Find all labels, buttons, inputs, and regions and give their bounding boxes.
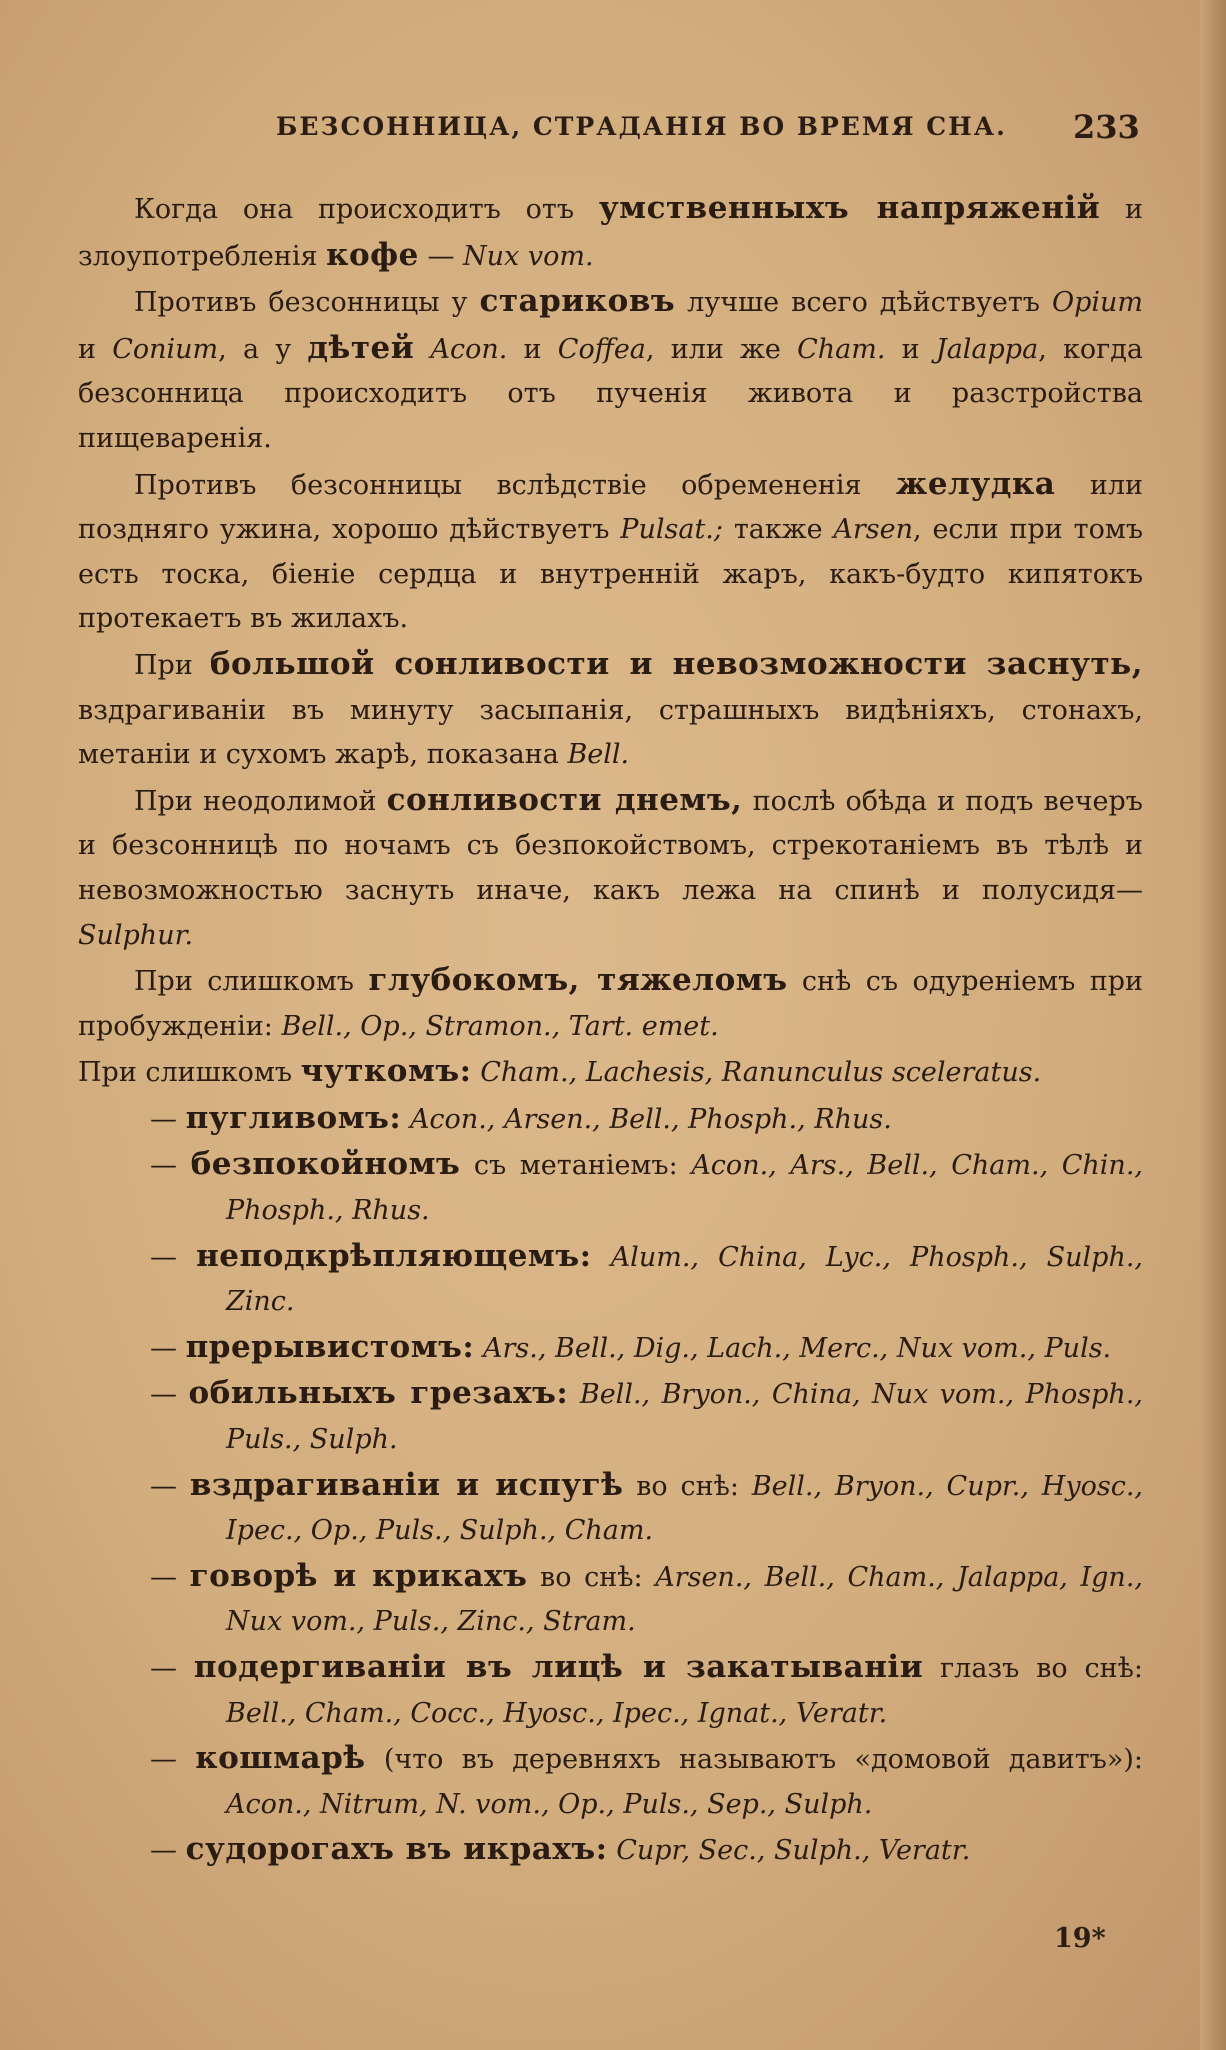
text-run: , если при томъ есть тоска, біеніе сердца и внутренній жаръ, какъ-будто кипятокъ протекаетъ въ жилахъ. bbox=[78, 514, 1144, 635]
emphasis-text: вздрагиваніи и испугѣ bbox=[189, 1466, 624, 1503]
remedy-names: Ars., Bell., Dig., Lach., Merc., Nux vom., Puls. bbox=[482, 1332, 1112, 1364]
paragraph bbox=[78, 462, 1143, 642]
text-run: и bbox=[885, 333, 936, 365]
text-run: и bbox=[78, 333, 113, 365]
text-run: съ метаніемъ: bbox=[460, 1150, 692, 1182]
remedy-names: Arsen., Bell., Cham., Jalappa, Ign., Nux vom., Puls., Zinc., Stram. bbox=[226, 1561, 1143, 1638]
remedy-names: Cham., Lachesis, Ranunculus sceleratus. bbox=[480, 1057, 1042, 1089]
remedy-names: Acon., Nitrum, N. vom., Op., Puls., Sep., Sulph. bbox=[226, 1788, 873, 1820]
symptom-entry bbox=[78, 1142, 1143, 1233]
text-run: во снѣ: bbox=[527, 1561, 656, 1593]
emphasis-text: безпокойномъ bbox=[190, 1146, 461, 1183]
symptom-entry bbox=[78, 1371, 1143, 1462]
emphasis-text: кошмарѣ bbox=[195, 1740, 366, 1777]
text-run: — bbox=[150, 1332, 186, 1364]
text-run: — bbox=[150, 1470, 190, 1502]
text-body bbox=[78, 186, 1143, 1874]
remedy-names: Acon., Arsen., Bell., Phosph., Rhus. bbox=[409, 1103, 892, 1135]
emphasis-text: подергиваніи въ лицѣ и закатываніи bbox=[193, 1649, 924, 1685]
signature-mark: 19* bbox=[1054, 1923, 1106, 1954]
remedy-names: Opium bbox=[1051, 287, 1143, 319]
text-run bbox=[608, 1835, 617, 1866]
text-run bbox=[474, 1333, 483, 1364]
text-run: и bbox=[507, 333, 558, 365]
emphasis-text: говорѣ и крикахъ bbox=[189, 1557, 528, 1594]
remedy-names: Conium bbox=[112, 333, 219, 365]
text-run: При bbox=[134, 649, 210, 681]
text-run bbox=[401, 1104, 410, 1135]
text-run: — bbox=[150, 1653, 194, 1684]
text-run: глазъ во снѣ: bbox=[923, 1653, 1143, 1684]
emphasis-text: неподкрѣпляющемъ: bbox=[196, 1237, 592, 1274]
paragraph bbox=[78, 1049, 1143, 1096]
remedy-names: Acon. bbox=[430, 333, 508, 365]
text-run: снѣ съ одуреніемъ при пробужденіи: bbox=[78, 966, 1143, 1042]
emphasis-text: большой сонливости и невозможности заснуть, bbox=[209, 645, 1143, 682]
running-header bbox=[0, 108, 1226, 148]
text-run: лучше всего дѣйствуетъ bbox=[675, 287, 1052, 319]
remedy-names: Bell., Op., Stramon., Tart. emet. bbox=[281, 1010, 719, 1042]
emphasis-text: пугливомъ: bbox=[185, 1099, 402, 1136]
text-run: — bbox=[150, 1103, 186, 1135]
emphasis-text: кофе bbox=[326, 236, 419, 273]
remedy-names: Pulsat.; bbox=[620, 514, 723, 546]
paragraph bbox=[78, 186, 1143, 279]
emphasis-text: сонливости днемъ, bbox=[386, 781, 743, 818]
remedy-names: Alum., China, Lyc., Phosph., Sulph., Zinc. bbox=[226, 1241, 1143, 1318]
symptom-entry bbox=[78, 1645, 1143, 1736]
paragraph bbox=[78, 778, 1143, 958]
remedy-names: Arsen bbox=[833, 514, 914, 546]
emphasis-text: стариковъ bbox=[479, 283, 676, 320]
text-run: Противъ безсонницы у bbox=[134, 287, 480, 319]
text-run bbox=[414, 334, 430, 365]
text-run: При слишкомъ bbox=[134, 966, 369, 998]
text-run: При слишкомъ bbox=[78, 1057, 301, 1089]
text-run: — bbox=[150, 1561, 190, 1593]
remedy-names: Bell. bbox=[567, 739, 630, 771]
emphasis-text: чуткомъ: bbox=[300, 1053, 472, 1090]
symptom-entry bbox=[78, 1827, 1143, 1874]
paragraph bbox=[78, 279, 1143, 461]
text-run: — bbox=[150, 1379, 189, 1411]
text-run bbox=[472, 1057, 481, 1088]
text-run: , а у bbox=[218, 333, 308, 365]
remedy-names: Cupr, Sec., Sulph., Veratr. bbox=[616, 1835, 971, 1867]
emphasis-text: глубокомъ, тяжеломъ bbox=[368, 962, 788, 999]
remedy-names: Acon., Ars., Bell., Cham., Chin., Phosph., Rhus. bbox=[226, 1150, 1143, 1227]
emphasis-text: дѣтей bbox=[307, 329, 415, 366]
text-run: — bbox=[418, 240, 464, 272]
emphasis-text: умственныхъ напряженій bbox=[598, 190, 1101, 226]
emphasis-text: желудка bbox=[896, 465, 1056, 502]
page-number: 233 bbox=[1073, 108, 1140, 146]
remedy-names: Bell., Bryon., Cupr., Hyosc., Ipec., Op., Puls., Sulph., Cham. bbox=[226, 1470, 1143, 1547]
paragraph bbox=[78, 642, 1143, 778]
emphasis-text: прерывистомъ: bbox=[185, 1328, 475, 1365]
text-run: — bbox=[150, 1241, 197, 1273]
remedy-names: Bell., Bryon., China, Nux vom., Phosph., Puls., Sulph. bbox=[226, 1379, 1143, 1456]
symptom-entry bbox=[78, 1463, 1143, 1554]
text-run: Когда она происходитъ отъ bbox=[134, 194, 599, 225]
symptom-entry bbox=[78, 1554, 1143, 1645]
text-run: — bbox=[150, 1744, 196, 1776]
page-edge bbox=[1200, 0, 1226, 2050]
text-run: Противъ безсонницы вслѣдствіе обремененія bbox=[134, 469, 897, 501]
text-run: , когда безсонница происходитъ отъ пученія живота и разстройства пищеваренія. bbox=[78, 333, 1143, 454]
text-run: — bbox=[150, 1835, 186, 1867]
emphasis-text: судорогахъ въ икрахъ: bbox=[185, 1831, 608, 1868]
text-run: (что въ деревняхъ называютъ «домовой давитъ»): bbox=[365, 1744, 1143, 1776]
remedy-names: Jalappa bbox=[935, 333, 1039, 365]
text-run bbox=[568, 1379, 579, 1410]
text-run: и злоупотребленія bbox=[78, 194, 1143, 272]
symptom-entry bbox=[78, 1736, 1143, 1827]
symptom-entry bbox=[78, 1234, 1143, 1325]
text-run: послѣ обѣда и подъ вечеръ и безсонницѣ по ночамъ съ безпокойствомъ, стрекотаніемъ въ тѣлѣ и невозможностью заснуть иначе, какъ лежа на спинѣ и полусидя— bbox=[78, 785, 1143, 906]
text-run: , или же bbox=[645, 333, 798, 365]
symptom-entry bbox=[78, 1096, 1143, 1143]
remedy-names: Bell., Cham., Cocc., Hyosc., Ipec., Ignat., Veratr. bbox=[226, 1697, 888, 1729]
remedy-names: Coffea bbox=[557, 333, 646, 365]
text-run: При неодолимой bbox=[134, 785, 387, 817]
text-run: — bbox=[150, 1150, 191, 1182]
text-run bbox=[592, 1242, 611, 1273]
remedy-names: Cham. bbox=[797, 333, 886, 365]
text-run: или поздняго ужина, хорошо дѣйствуетъ bbox=[78, 469, 1144, 546]
paragraph bbox=[78, 958, 1143, 1049]
remedy-names: Sulphur. bbox=[78, 919, 194, 951]
text-run: во снѣ: bbox=[623, 1470, 752, 1502]
text-run: также bbox=[722, 514, 834, 546]
text-run: вздрагиваніи въ минуту засыпанія, страшныхъ видѣніяхъ, стонахъ, метаніи и сухомъ жарѣ, показана bbox=[78, 694, 1143, 771]
remedy-names: Nux vom. bbox=[463, 240, 594, 272]
running-title: БЕЗСОННИЦА, СТРАДАНІЯ ВО ВРЕМЯ СНА. bbox=[276, 112, 1007, 141]
symptom-entry bbox=[78, 1325, 1143, 1372]
emphasis-text: обильныхъ грезахъ: bbox=[188, 1375, 569, 1412]
